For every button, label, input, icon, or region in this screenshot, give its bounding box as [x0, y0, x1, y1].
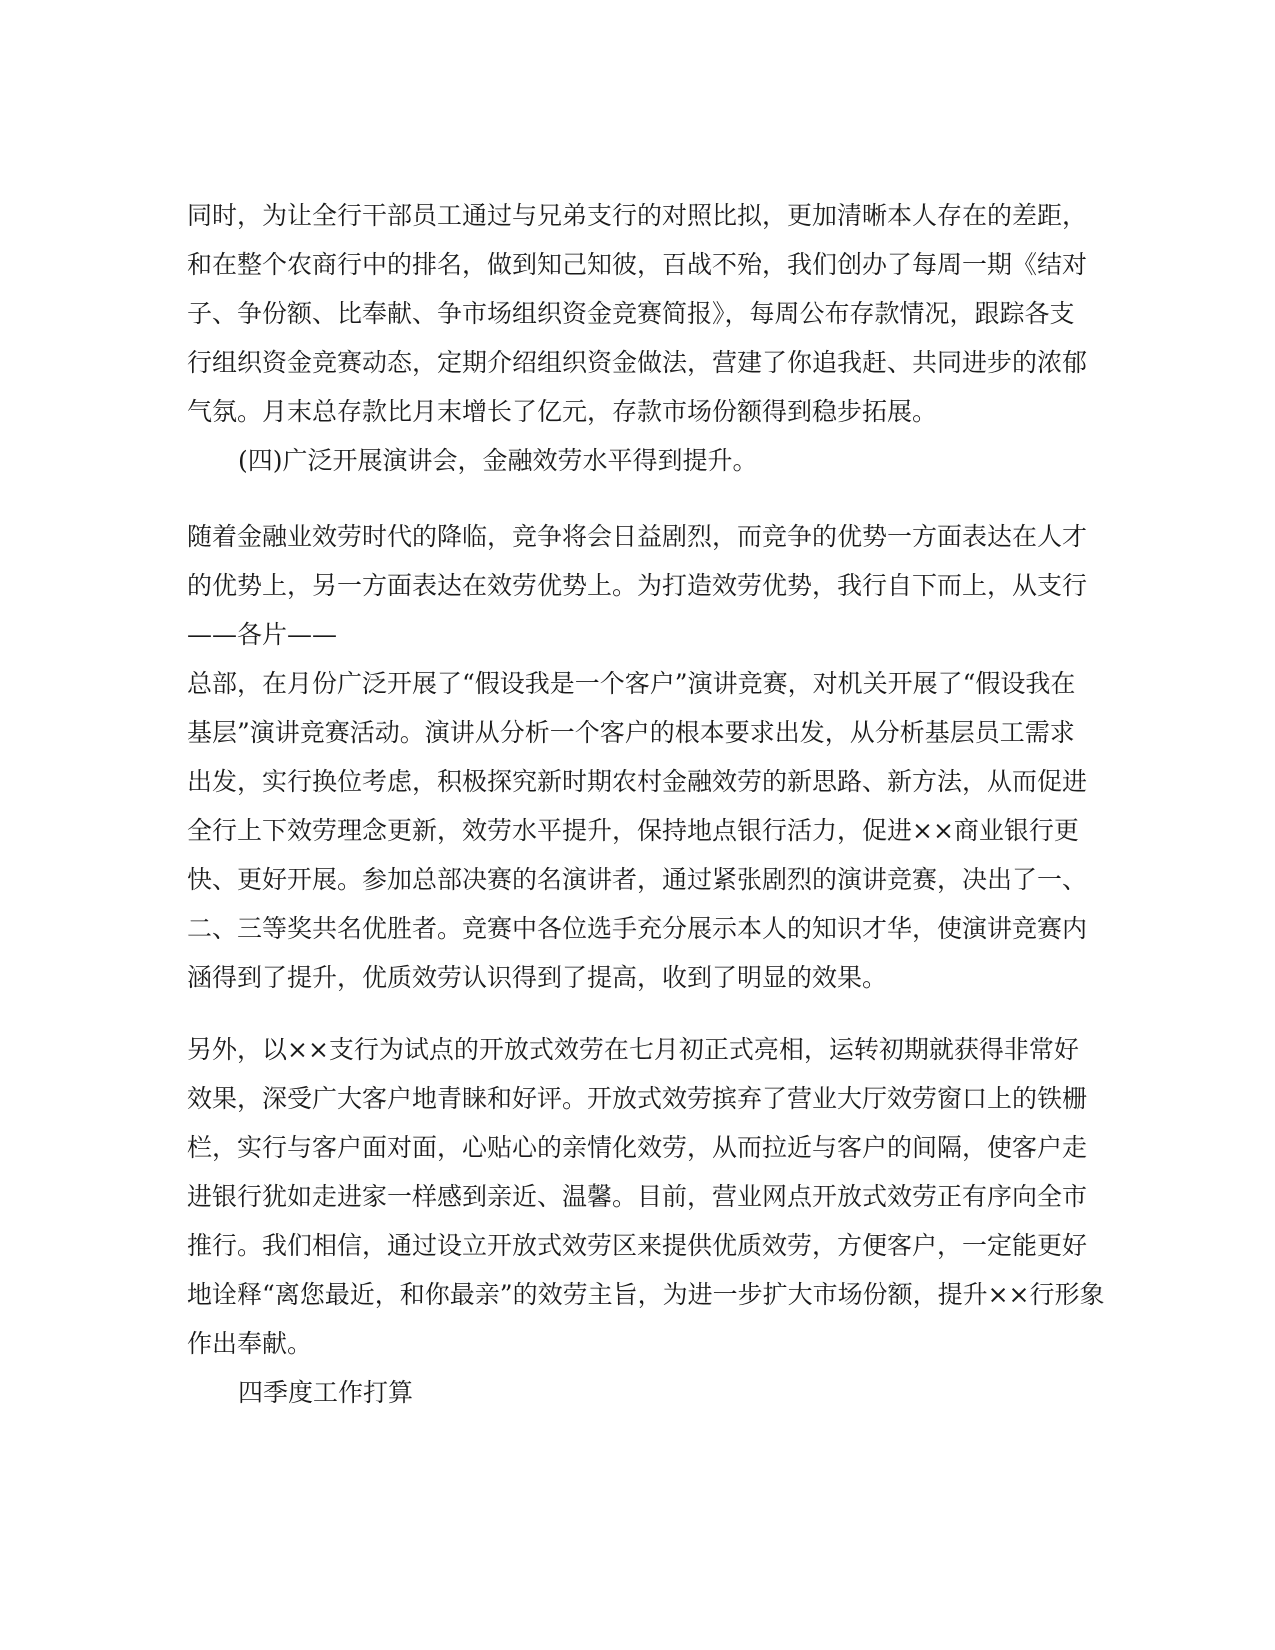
text-line: 随着金融业效劳时代的降临，竞争将会日益剧烈，而竞争的优势一方面表达在人才 — [187, 522, 1088, 551]
text-line: 的优势上，另一方面表达在效劳优势上。为打造效劳优势，我行自下而上，从支行 — [187, 571, 1088, 600]
text-line: 效果，深受广大客户地青睐和好评。开放式效劳摈弃了营业大厅效劳窗口上的铁栅 — [187, 1084, 1088, 1113]
text-line: 另外，以××支行为试点的开放式效劳在七月初正式亮相，运转初期就获得非常好 — [187, 1035, 1079, 1064]
text-line: 和在整个农商行中的排名，做到知己知彼，百战不殆，我们创办了每周一期《结对 — [187, 250, 1088, 279]
paragraph-open-service — [187, 1025, 1105, 1417]
text-line: 二、三等奖共名优胜者。竞赛中各位选手充分展示本人的知识才华，使演讲竞赛内 — [187, 914, 1088, 943]
text-line: 涵得到了提升，优质效劳认识得到了提高，收到了明显的效果。 — [187, 963, 888, 992]
text-line: 出发，实行换位考虑，积极探究新时期农村金融效劳的新思路、新方法，从而促进 — [187, 767, 1088, 796]
text-line: 进银行犹如走进家一样感到亲近、温馨。目前，营业网点开放式效劳正有序向全市 — [187, 1182, 1088, 1211]
section-heading-4: (四)广泛开展演讲会，金融效劳水平得到提升。 — [238, 446, 758, 475]
text-line: 子、争份额、比奉献、争市场组织资金竞赛简报》，每周公布存款情况，跟踪各支 — [187, 299, 1075, 328]
text-line: 作出奉献。 — [187, 1329, 313, 1358]
text-line: 基层”演讲竞赛活动。演讲从分析一个客户的根本要求出发，从分析基层员工需求 — [187, 718, 1075, 747]
text-line: 同时，为让全行干部员工通过与兄弟支行的对照比拟，更加清晰本人存在的差距， — [187, 201, 1088, 230]
text-line: 栏，实行与客户面对面，心贴心的亲情化效劳，从而拉近与客户的间隔，使客户走 — [187, 1133, 1088, 1162]
text-line: 推行。我们相信，通过设立开放式效劳区来提供优质效劳，方便客户，一定能更好 — [187, 1231, 1088, 1260]
section-heading-q4-plan: 四季度工作打算 — [238, 1378, 414, 1407]
text-line: ——各片—— — [187, 620, 338, 649]
text-line: 总部，在月份广泛开展了“假设我是一个客户”演讲竞赛，对机关开展了“假设我在 — [187, 669, 1076, 698]
text-line: 行组织资金竞赛动态，定期介绍组织资金做法，营建了你追我赶、共同进步的浓郁 — [187, 348, 1088, 377]
text-line: 地诠释“离您最近，和你最亲”的效劳主旨，为进一步扩大市场份额，提升××行形象 — [187, 1280, 1105, 1309]
paragraph-competition-bulletin — [187, 191, 1087, 485]
text-line: 气氛。月末总存款比月末增长了亿元，存款市场份额得到稳步拓展。 — [187, 397, 938, 426]
paragraph-speech-contest — [187, 512, 1087, 1002]
text-line: 快、更好开展。参加总部决赛的名演讲者，通过紧张剧烈的演讲竞赛，决出了一、 — [187, 865, 1088, 894]
text-line: 全行上下效劳理念更新，效劳水平提升，保持地点银行活力，促进××商业银行更 — [187, 816, 1079, 845]
